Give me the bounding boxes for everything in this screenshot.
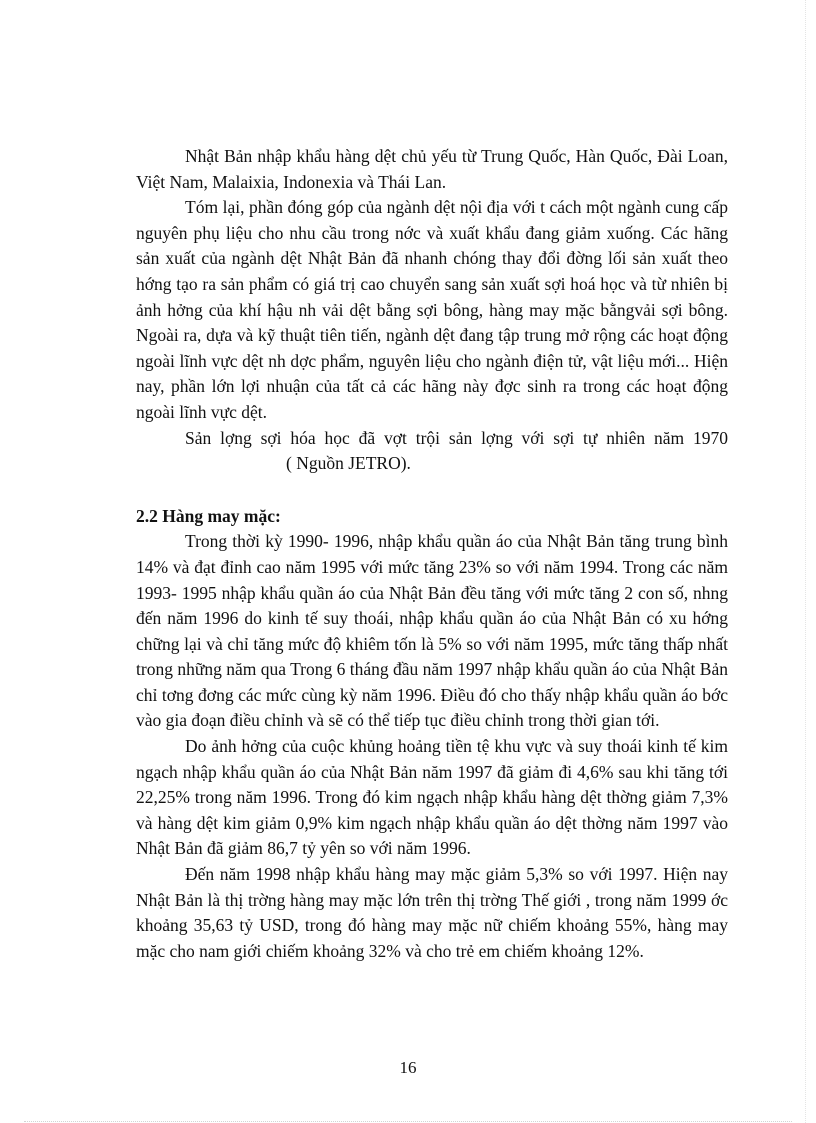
paragraph-import-sources: Nhật Bản nhập khẩu hàng dệt chủ yếu từ Trung Quốc, Hàn Quốc, Đài Loan, Việt Nam, Malaixia, Indonexia và Thái Lan. [136,146,728,192]
production-text: Sản lợng sợi hóa học đã vợt trội sản lợng với sợi tự nhiên năm 1970 [185,427,728,448]
page-bottom-border [24,1121,792,1122]
paragraph-production [136,426,728,477]
page-number: 16 [399,1058,417,1077]
paragraph-summary: Tóm lại, phần đóng góp của ngành dệt nội địa với t cách một ngành cung cấp nguyên phụ liệu cho nhu cầu trong nớc và xuất khẩu đang giảm xuống. Các hãng sản xuất của ngành dệt Nhật Bản đã nhanh chóng thay đổi đờng lối sản xuất theo hớng tạo ra sản phẩm có giá trị cao chuyển sang sản xuất sợi hoá học và từ nhiên bị ảnh hởng của khí hậu nh vải dệt bằng sợi bông, hàng may mặc bằngvải sợi bông. Ngoài ra, dựa và kỹ thuật tiên tiến, ngành dệt đang tập trung mở rộng các hoạt động ngoài lĩnh vực dệt nh dợc phẩm, nguyên liệu cho ngành điện tử, vật liệu mới... Hiện nay, phần lớn lợi nhuận của tất cả các hãng này đợc sinh ra trong các hoạt động ngoài lĩnh vực dệt. [136,197,728,422]
production-source: ( Nguồn JETRO). [286,453,411,474]
paragraph-market-size: Đến năm 1998 nhập khẩu hàng may mặc giảm 5,3% so với 1997. Hiện nay Nhật Bản là thị trờng hàng may mặc lớn trên thị trờng Thế giới , trong năm 1999 ớc khoảng 35,63 tỷ USD, trong đó hàng may mặc nữ chiếm khoảng 55%, hàng may mặc cho nam giới chiếm khoảng 32% và cho trẻ em chiếm khoảng 12%. [136,864,728,961]
page-right-border [805,0,806,1123]
paragraph-apparel-imports: Trong thời kỳ 1990- 1996, nhập khẩu quần áo của Nhật Bản tăng trung bình 14% và đạt đỉnh cao năm 1995 với mức tăng 23% so với năm 1994. Trong các năm 1993- 1995 nhập khẩu quần áo của Nhật Bản đều tăng với mức tăng 2 con số, nhng đến năm 1996 do kinh tế suy thoái, nhập khẩu quần áo của Nhật Bản có xu hớng chững lại và chỉ tăng mức độ khiêm tốn là 5% so với năm 1995, mức tăng thấp nhất trong những năm qua Trong 6 tháng đầu năm 1997 nhập khẩu quần áo của Nhật Bản chỉ tơng đơng các mức cùng kỳ năm 1996. Điều đó cho thấy nhập khẩu quần áo bớc vào gia đoạn điều chỉnh và sẽ có thể tiếp tục điều chỉnh trong thời gian tới. [136,531,728,731]
section-heading: 2.2 Hàng may mặc: [136,505,281,526]
document-body [136,144,728,964]
paragraph-crisis-impact: Do ảnh hởng của cuộc khủng hoảng tiền tệ khu vực và suy thoái kinh tế kim ngạch nhập khẩu quần áo của Nhật Bản năm 1997 đã giảm đi 4,6% sau khi tăng tới 22,25% trong năm 1996. Trong đó kim ngạch nhập khẩu hàng dệt thờng giảm 7,3% và hàng dệt kim giảm 0,9% kim ngạch nhập khẩu quần áo dệt thờng năm 1997 vào Nhật Bản đã giảm 86,7 tỷ yên so với năm 1996. [136,736,728,859]
